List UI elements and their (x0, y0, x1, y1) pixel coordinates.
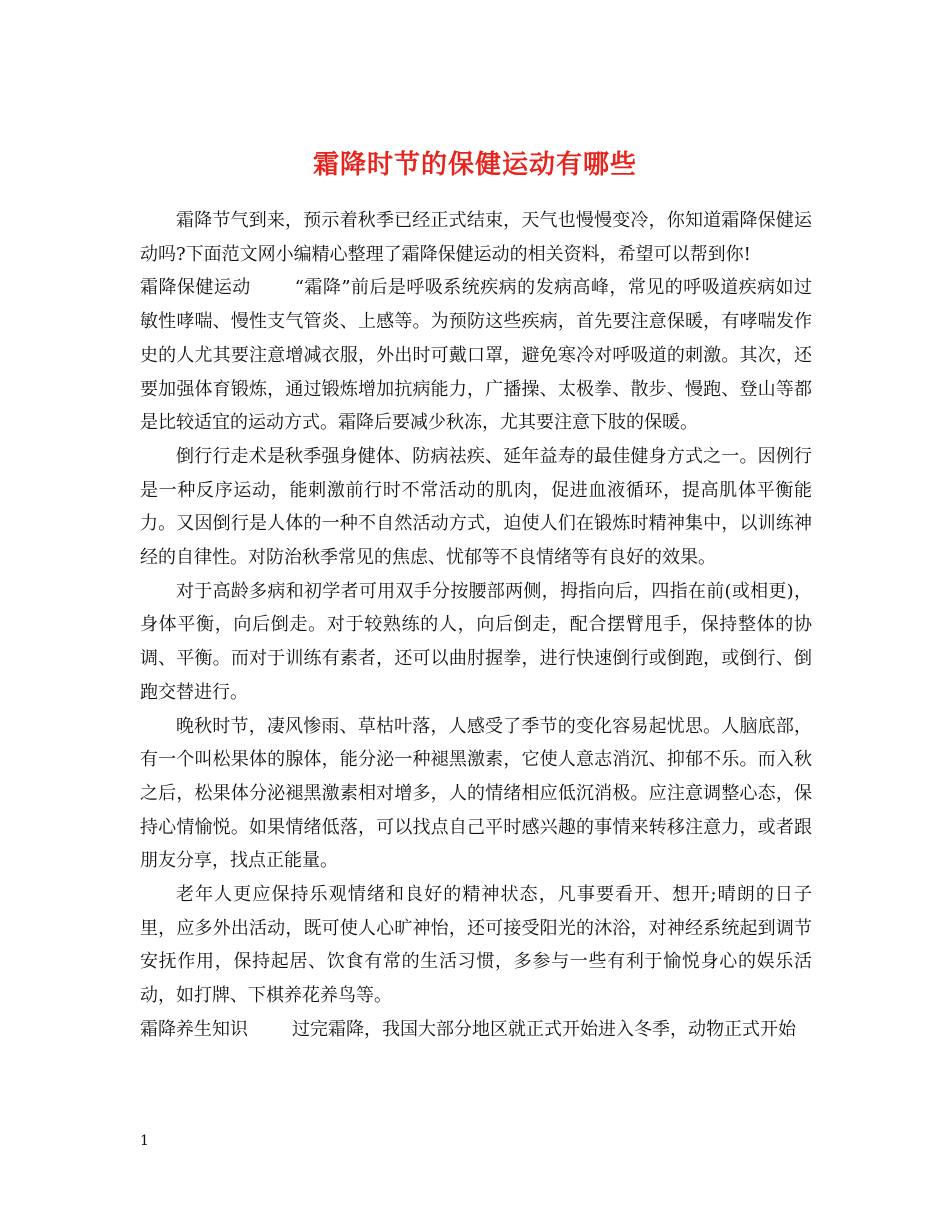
paragraph-backward-walking: 倒行行走术是秋季强身健体、防病祛疾、延年益寿的最佳健身方式之一。因例行是一种反序运动，能刺激前行时不常活动的肌肉，促进血液循环，提高肌体平衡能力。又因倒行是人体的一种不自然活动方式，迫使人们在锻炼时精神集中，以训练神经的自律性。对防治秋季常见的焦虑、忧郁等不良情绪等有良好的效果。 (140, 445, 812, 569)
section-text-health-knowledge: 过完霜降，我国大部分地区就正式开始进入冬季，动物正式开始 (292, 1018, 796, 1040)
paragraph-elderly-advice: 老年人更应保持乐观情绪和良好的精神状态，凡事要看开、想开;晴朗的日子里，应多外出活动，既可使人心旷神怡，还可接受阳光的沐浴，对神经系统起到调节安抚作用，保持起居、饮食有常的生活习惯，多参与一些有利于愉悦身心的娱乐活动，如打牌、下棋养花养鸟等。 (140, 884, 812, 1007)
paragraph-late-autumn-mood: 晚秋时节，凄风惨雨、草枯叶落，人感受了季节的变化容易起忧思。人脑底部，有一个叫松果体的腺体，能分泌一种褪黑激素，它使人意志消沉、抑郁不乐。而入秋之后，松果体分泌褪黑激素相对增多，人的情绪相应低沉消极。应注意调整心态，保持心情愉悦。如果情绪低落，可以找点自己平时感兴趣的事情来转移注意力，或者跟朋友分享，找点正能量。 (140, 715, 812, 872)
section-paragraph-health-exercise (140, 271, 812, 440)
section-paragraph-health-knowledge (140, 1013, 812, 1047)
section-heading-health-exercise: 霜降保健运动 (140, 277, 251, 299)
page-number: 1 (140, 1133, 149, 1149)
paragraph-walking-method: 对于高龄多病和初学者可用双手分按腰部两侧，拇指向后，四指在前(或相更)，身体平衡，向后倒走。对于较熟练的人，向后倒走，配合摆臂甩手，保持整体的协调、平衡。而对于训练有素者，还可以曲肘握拳，进行快速倒行或倒跑，或倒行、倒跑交替进行。 (140, 580, 812, 703)
section-heading-health-knowledge: 霜降养生知识 (140, 1018, 248, 1040)
section-text-health-exercise: “霜降”前后是呼吸系统疾病的发病高峰，常见的呼吸道疾病如过敏性哮喘、慢性支气管炎、上感等。为预防这些疾病，首先要注意保暖，有哮喘发作史的人尤其要注意增减衣服，外出时可戴口罩，避免寒冷对呼吸道的刺激。其次，还要加强体育锻炼，通过锻炼增加抗病能力，广播操、太极拳、散步、慢跑、登山等都是比较适宜的运动方式。霜降后要减少秋冻，尤其要注意下肢的保暖。 (140, 277, 813, 434)
page-title: 霜降时节的保健运动有哪些 (312, 150, 637, 181)
document-body (140, 204, 812, 1047)
intro-paragraph: 霜降节气到来，预示着秋季已经正式结束，天气也慢慢变冷，你知道霜降保健运动吗?下面范文网小编精心整理了霜降保健运动的相关资料，希望可以帮到你! (140, 210, 812, 265)
